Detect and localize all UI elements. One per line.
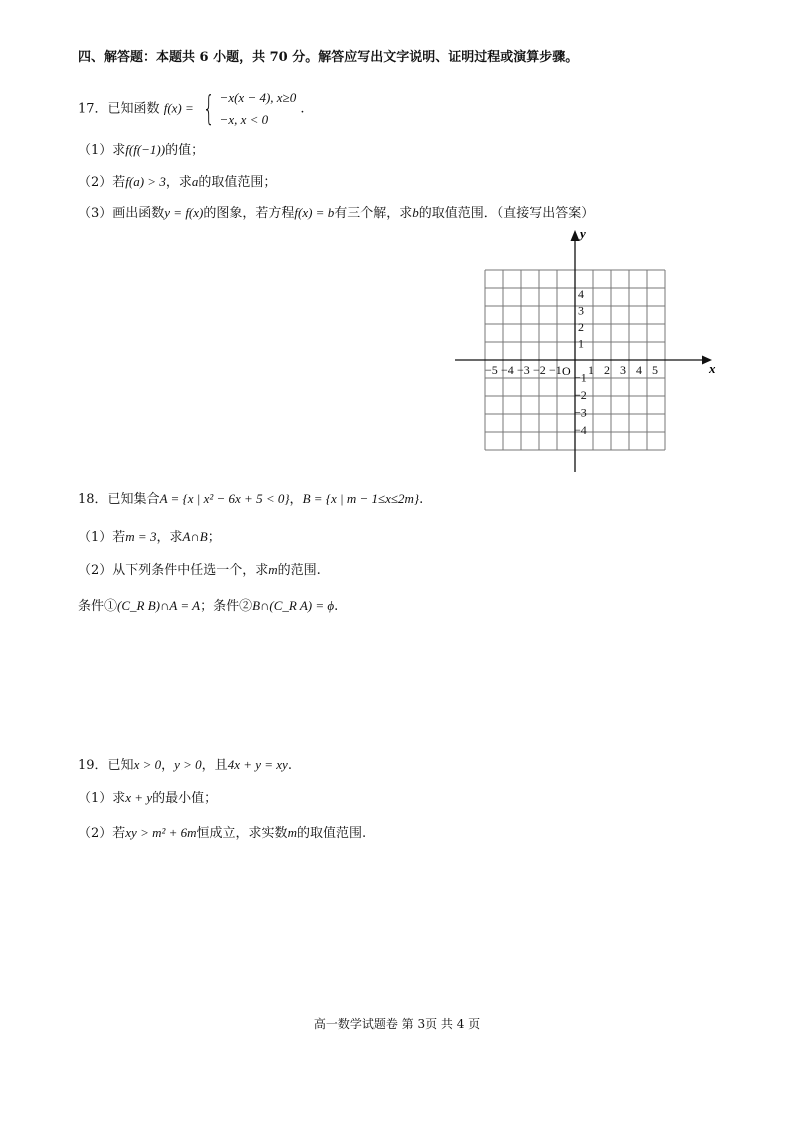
q19-part-2 [78,822,366,841]
q18-part-1-expr2: A∩B [182,529,208,544]
q18-part-1-label: （1）若 [78,530,126,545]
y-tick-label: 2 [578,320,584,334]
q18-part-2-tail: 的范围. [277,563,321,578]
q17-part-2-expr: f(a) > 3 [125,174,166,189]
q17-part-3-label: （3）画出函数 [78,206,165,221]
q18-part-2-var: m [268,562,278,577]
x-tick-label: −1 [549,363,562,377]
q19-part-2-tail: 的取值范围. [296,826,367,841]
q17-case-2: −x, x < 0 [219,112,269,127]
section-header: 四、解答题：本题共 6 小题，共 70 分。解答应写出文字说明、证明过程或演算步骤。 [78,50,579,65]
q17-part-1 [78,139,204,158]
q19-part-2-var: m [287,825,297,840]
q18-part-2 [78,559,321,578]
x-tick-label: 3 [620,363,626,377]
q17-part-3-var: b [412,205,419,220]
q19-part-1-expr: x + y [125,790,153,805]
y-axis-arrow [571,230,580,241]
q17-brace: { [202,89,215,129]
q17-part-3-mid2: 有三个解，求 [334,206,413,221]
q18-number: 18． [78,492,108,507]
origin-label: O [562,364,571,378]
q18-conditions [78,595,338,614]
q19-cond-1: x > 0 [133,757,162,772]
q18-set-b: B = {x | m − 1≤x≤2m} [302,491,420,506]
q17-number: 17． [78,101,108,117]
x-tick-label: 2 [604,363,610,377]
q17-part-3-tail: 的取值范围．（直接写出答案） [418,206,595,221]
q18-part-1-expr: m = 3 [125,529,157,544]
q18-stem [78,488,423,507]
q17-part-2 [78,171,276,190]
q18-part-1-tail: ； [207,530,221,545]
q19-part-2-label: （2）若 [78,826,126,841]
coordinate-grid-figure [450,225,730,477]
q18-end: . [419,492,424,507]
q17-part-2-var: a [191,174,199,189]
q17-part-2-tail: 的取值范围； [198,175,277,190]
q19-stem [78,754,292,773]
q18-cond-end: . [334,599,339,614]
q18-part-1 [78,526,221,545]
q18-part-1-mid: ，求 [156,530,183,545]
q19-intro: 已知 [107,758,134,773]
x-tick-label: −4 [501,363,514,377]
q17-part-2-mid: ，求 [165,175,192,190]
q17-case-1: −x(x − 4), x≥0 [219,90,297,105]
q17-stem [78,87,304,131]
q17-intro: 已知函数 [107,101,160,117]
q17-part-2-label: （2）若 [78,175,126,190]
q17-cases [220,87,297,131]
q19-sep-2: ，且 [201,758,228,773]
q19-part-1-tail: 的最小值； [152,791,218,806]
q19-cond-3: 4x + y = xy [227,757,288,772]
q18-set-a: A = {x | x² − 6x + 5 < 0} [159,491,290,506]
q17-part-1-tail: 的值； [165,143,205,158]
y-tick-label: 3 [578,303,584,318]
y-tick-label: −1 [574,370,587,385]
y-tick-label: −3 [574,405,587,420]
y-tick-label: −4 [574,423,587,437]
x-axis-label: x [709,361,716,376]
q17-part-3 [78,202,594,221]
q17-part-3-expr: y = f(x) [164,205,204,220]
x-tick-label: 5 [652,363,658,377]
q18-intro: 已知集合 [107,492,160,507]
q19-cond-2: y > 0 [174,757,202,772]
y-tick-label: −2 [574,388,587,402]
x-tick-label: −3 [517,363,530,377]
q17-part-3-expr2: f(x) = b [294,205,335,220]
x-tick-label: 4 [636,363,642,377]
x-tick-label: 1 [588,363,594,377]
q18-cond-sep: ；条件② [200,599,253,614]
q18-cond-label-1: 条件① [78,599,118,614]
q19-number: 19． [78,758,108,773]
q17-end: . [300,101,305,117]
q19-part-2-expr: xy > m² + 6m [125,825,197,840]
q18-cond-2: B∩(C_R A) = ϕ [252,598,335,613]
y-axis-label: y [580,226,586,241]
q19-part-1 [78,787,217,806]
x-tick-label: −2 [533,363,546,377]
x-tick-label: −5 [485,363,498,377]
q19-part-1-label: （1）求 [78,791,126,806]
q18-cond-1: (C_R B)∩A = A [117,598,201,613]
y-tick-label: 4 [578,287,584,301]
q18-part-2-text: （2）从下列条件中任选一个，求 [78,563,269,578]
q17-piecewise [198,87,296,131]
q17-func-name: f(x) = [163,100,194,116]
q19-part-2-mid: 恒成立，求实数 [196,826,288,841]
q17-part-3-mid1: 的图象，若方程 [203,206,295,221]
q17-part-1-expr: f(f(−1)) [125,142,166,157]
q18-sep: ， [289,492,303,507]
y-tick-label: 1 [578,336,584,351]
q19-sep-1: ， [161,758,175,773]
page-footer: 高一数学试题卷 第 3页 共 4 页 [313,1017,481,1031]
q17-part-1-label: （1）求 [78,143,126,158]
q19-end: . [287,758,292,773]
